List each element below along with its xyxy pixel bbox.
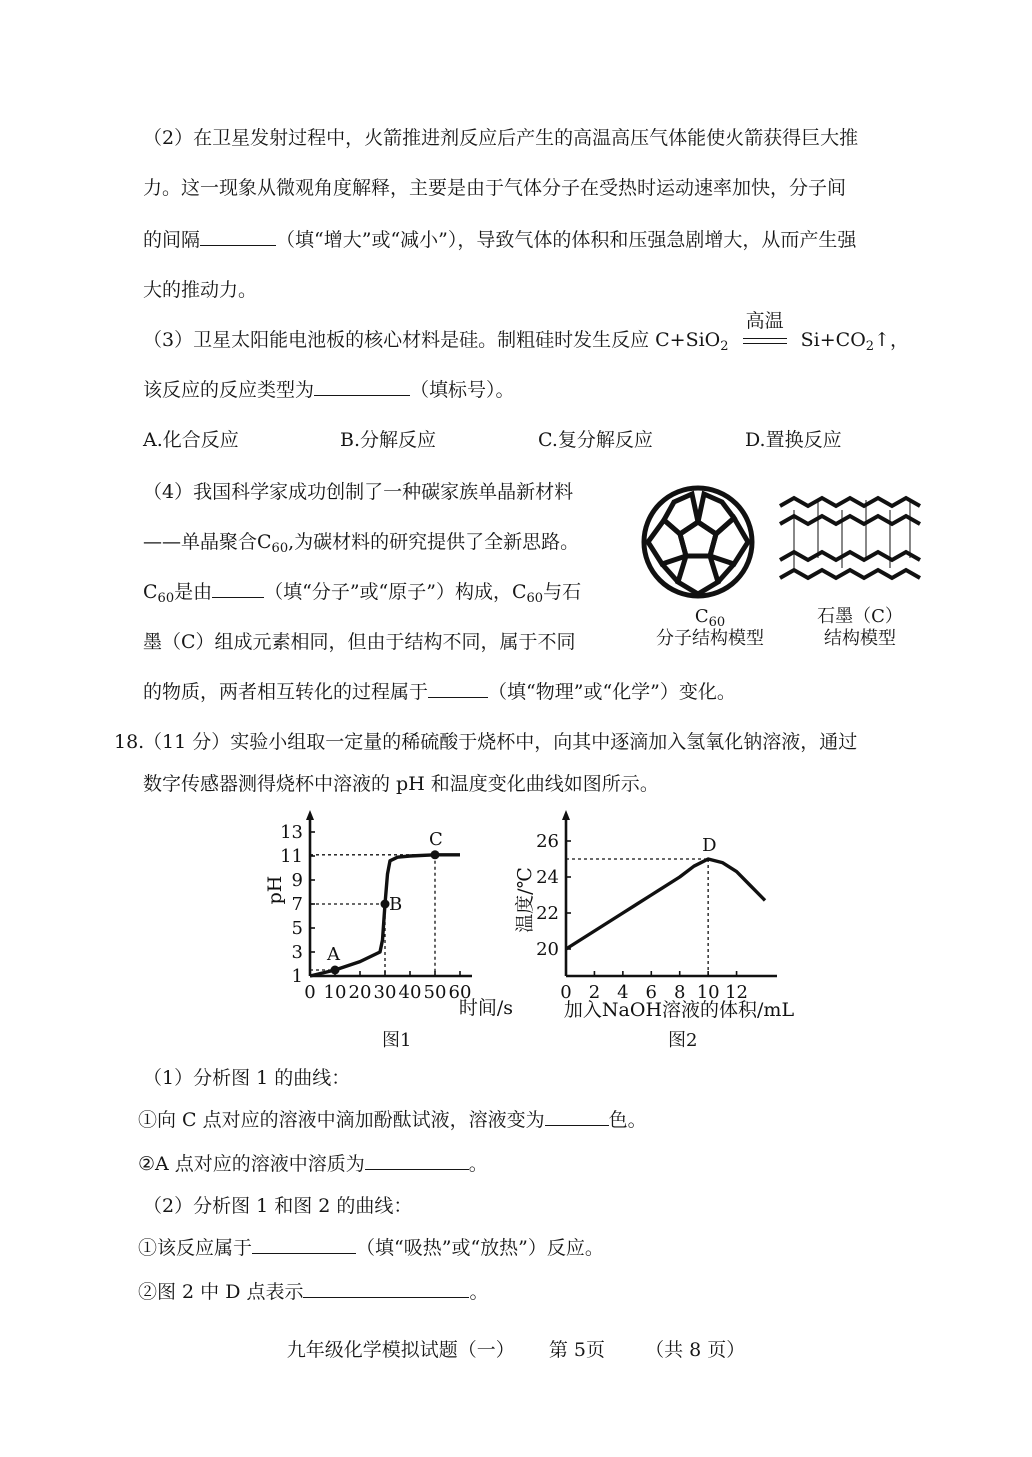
- x-tick-label: 40: [398, 982, 422, 1003]
- q3-option-a: A.化合反应: [143, 429, 239, 451]
- x-tick-label: 60: [448, 982, 472, 1003]
- answer-blank-q4-a[interactable]: [212, 579, 264, 598]
- q4-line-3-sub2: 60: [526, 591, 544, 606]
- q4-line-2-sub: 60: [271, 541, 289, 556]
- data-point-A: [331, 966, 340, 975]
- q4-line-3: [143, 578, 581, 609]
- x-tick-label: 0: [304, 982, 316, 1003]
- y-axis-title: 温度/℃: [514, 867, 536, 933]
- q18-part-1-ii: [138, 1150, 488, 1178]
- answer-blank-q18-4[interactable]: [303, 1279, 469, 1298]
- answer-blank-q2[interactable]: [200, 227, 276, 246]
- y-axis-arrow: [306, 810, 314, 820]
- q4-line-3-a: C: [143, 581, 158, 603]
- q4-line-5-b: （填“物理”或“化学”）变化。: [488, 681, 736, 703]
- q18-number: 18.: [114, 731, 145, 753]
- q3-option-d: D.置换反应: [745, 429, 842, 451]
- c60-outline: [644, 488, 752, 596]
- answer-blank-q3[interactable]: [314, 377, 410, 396]
- c60-label-sub: 60: [708, 615, 726, 630]
- q3-line-2-a: 该反应的反应类型为: [143, 379, 315, 401]
- answer-blank-q18-1[interactable]: [545, 1107, 609, 1126]
- x-tick-label: 20: [348, 982, 372, 1003]
- y-tick-label: 20: [536, 939, 559, 960]
- graphite-top-layer-2: [780, 516, 920, 524]
- fig2-caption: 图2: [668, 1030, 698, 1051]
- reaction-condition-arrow: [743, 310, 787, 351]
- q4-line-2: [143, 528, 579, 559]
- y-tick-label: 26: [536, 831, 559, 852]
- q2-line-3: [143, 226, 856, 254]
- graphite-top-layer-1: [780, 498, 920, 506]
- q18-part-2-i-a: ①该反应属于: [138, 1237, 253, 1259]
- graphite-label: 石墨（C）: [817, 606, 903, 627]
- y-tick-label: 3: [291, 942, 303, 963]
- q18-part-2-ii-a: ②图 2 中 D 点表示: [138, 1281, 304, 1303]
- answer-blank-q18-3[interactable]: [252, 1235, 356, 1254]
- x-tick-label: 8: [673, 982, 686, 1003]
- x-axis-title: 加入NaOH溶液的体积/mL: [563, 999, 795, 1021]
- q4-line-1: （4）我国科学家成功创制了一种碳家族单晶新材料: [143, 481, 574, 503]
- x-tick-label: 2: [588, 982, 601, 1003]
- x-axis-title: 时间/s: [458, 997, 513, 1019]
- q3-option-b: B.分解反应: [340, 429, 437, 451]
- x-tick-label: 10: [696, 982, 720, 1003]
- q18-line-1: （11 分）实验小组取一定量的稀硫酸于烧杯中，向其中逐滴加入氢氧化钠溶液，通过: [143, 731, 858, 753]
- c60-label: [650, 606, 770, 630]
- q2-line-1: （2）在卫星发射过程中，火箭推进剂反应后产生的高温高压气体能使火箭获得巨大推: [143, 127, 859, 149]
- q4-line-3-c: （填“分子”或“原子”）构成，C: [264, 581, 527, 603]
- q18-part-2-i: [138, 1234, 604, 1262]
- c60-hexagon-4: [648, 520, 686, 564]
- q4-line-3-d: 与石: [543, 581, 582, 603]
- q4-line-2-b: ,为碳材料的研究提供了全新思路。: [288, 531, 580, 553]
- x-tick-label: 50: [423, 982, 447, 1003]
- footer-title: 九年级化学模拟试题（一）: [286, 1339, 515, 1361]
- y-tick-label: 5: [291, 918, 303, 939]
- c60-hexagon-3: [710, 518, 748, 564]
- fig1-caption: 图1: [382, 1030, 412, 1051]
- y-tick-label: 1: [291, 966, 303, 987]
- q4-line-2-a: ——单晶聚合C: [143, 531, 272, 553]
- y-axis-title: pH: [264, 875, 286, 905]
- equals-bar-bottom: [743, 343, 787, 344]
- q3-line-2-b: （填标号）。: [410, 379, 515, 401]
- q18-part-2: （2）分析图 1 和图 2 的曲线：: [143, 1195, 413, 1217]
- c60-hexagon-1: [664, 494, 698, 534]
- c60-edge-1: [662, 564, 678, 582]
- c60-edge-2: [718, 564, 734, 582]
- q4-line-3-b: 是由: [174, 581, 213, 603]
- q4-line-5: [143, 678, 736, 706]
- q3-sub-2: 2: [720, 339, 729, 354]
- y-axis-arrow: [562, 810, 570, 820]
- x-tick-label: 0: [560, 982, 572, 1003]
- q18-part-1-i-b: 色。: [608, 1109, 647, 1131]
- q18-part-1-i: [138, 1106, 647, 1134]
- chart-ph: [255, 810, 520, 1025]
- x-tick-label: 6: [645, 982, 658, 1003]
- q18-part-1: （1）分析图 1 的曲线：: [143, 1067, 351, 1089]
- x-tick-label: 4: [617, 982, 629, 1003]
- answer-blank-q4-b[interactable]: [428, 679, 488, 698]
- q2-line-3-a: 的间隔: [143, 229, 201, 251]
- graphite-model-figure: [774, 480, 930, 598]
- x-tick-label: 12: [725, 982, 749, 1003]
- answer-blank-q18-2[interactable]: [365, 1151, 469, 1170]
- x-tick-label: 30: [373, 982, 397, 1003]
- point-label-A: A: [327, 944, 340, 965]
- graphite-bottom-layer-1: [780, 552, 920, 560]
- chart-temperature: [505, 810, 805, 1025]
- q2-line-4: 大的推动力。: [143, 279, 258, 301]
- c60-caption: 分子结构模型: [656, 628, 764, 649]
- point-label-D: D: [702, 835, 717, 856]
- q4-line-5-a: 的物质，两者相互转化的过程属于: [143, 681, 429, 703]
- q3-option-c: C.复分解反应: [538, 429, 653, 451]
- data-point-C: [431, 850, 440, 859]
- point-label-C: C: [429, 828, 443, 850]
- q3-product: Si+CO: [800, 329, 866, 351]
- footer-page: 第 5页: [548, 1339, 605, 1361]
- c60-model-figure: [634, 482, 764, 602]
- q3-line-1: [143, 310, 909, 357]
- q3-prefix: （3）卫星太阳能电池板的核心材料是硅。制粗硅时发生反应 C+SiO: [143, 329, 721, 351]
- y-tick-label: 9: [291, 870, 303, 891]
- y-tick-label: 13: [280, 822, 303, 843]
- graphite-bottom-layer-2: [780, 570, 920, 578]
- q18-part-2-ii-b: 。: [469, 1281, 489, 1303]
- series-line: [566, 859, 765, 949]
- q3-sub-2b: 2: [865, 339, 875, 354]
- q18-part-2-ii: [138, 1278, 489, 1306]
- q3-suffix: ↑，: [874, 329, 909, 351]
- q3-line-2: [143, 376, 515, 404]
- reaction-condition: 高温: [745, 310, 784, 332]
- q18-line-2: 数字传感器测得烧杯中溶液的 pH 和温度变化曲线如图所示。: [143, 773, 659, 795]
- point-label-B: B: [389, 894, 403, 915]
- q2-line-2: 力。这一现象从微观角度解释，主要是由于气体分子在受热时运动速率加快，分子间: [143, 177, 847, 199]
- q2-line-3-b: （填“增大”或“减小”），导致气体的体积和压强急剧增大，从而产生强: [276, 229, 857, 251]
- q18-part-1-ii-b: 。: [468, 1153, 488, 1175]
- q18-part-1-ii-a: ②A 点对应的溶液中溶质为: [138, 1153, 365, 1175]
- equals-bar-top: [743, 338, 787, 339]
- y-tick-label: 22: [536, 903, 559, 924]
- q4-line-4: 墨（C）组成元素相同，但由于结构不同，属于不同: [143, 631, 576, 653]
- y-tick-label: 24: [536, 867, 559, 888]
- c60-hexagon-5: [678, 556, 718, 594]
- q18-part-2-i-b: （填“吸热”或“放热”）反应。: [356, 1237, 604, 1259]
- y-tick-label: 11: [280, 846, 303, 867]
- y-tick-label: 7: [291, 894, 303, 915]
- q18-part-1-i-a: ①向 C 点对应的溶液中滴加酚酞试液，溶液变为: [138, 1109, 545, 1131]
- x-tick-label: 10: [323, 982, 347, 1003]
- page-footer: [0, 1335, 1032, 1362]
- footer-total: （共 8 页）: [645, 1339, 746, 1361]
- graphite-caption: 结构模型: [824, 628, 896, 649]
- c60-label-text: C: [694, 606, 709, 627]
- q4-line-3-sub: 60: [157, 591, 175, 606]
